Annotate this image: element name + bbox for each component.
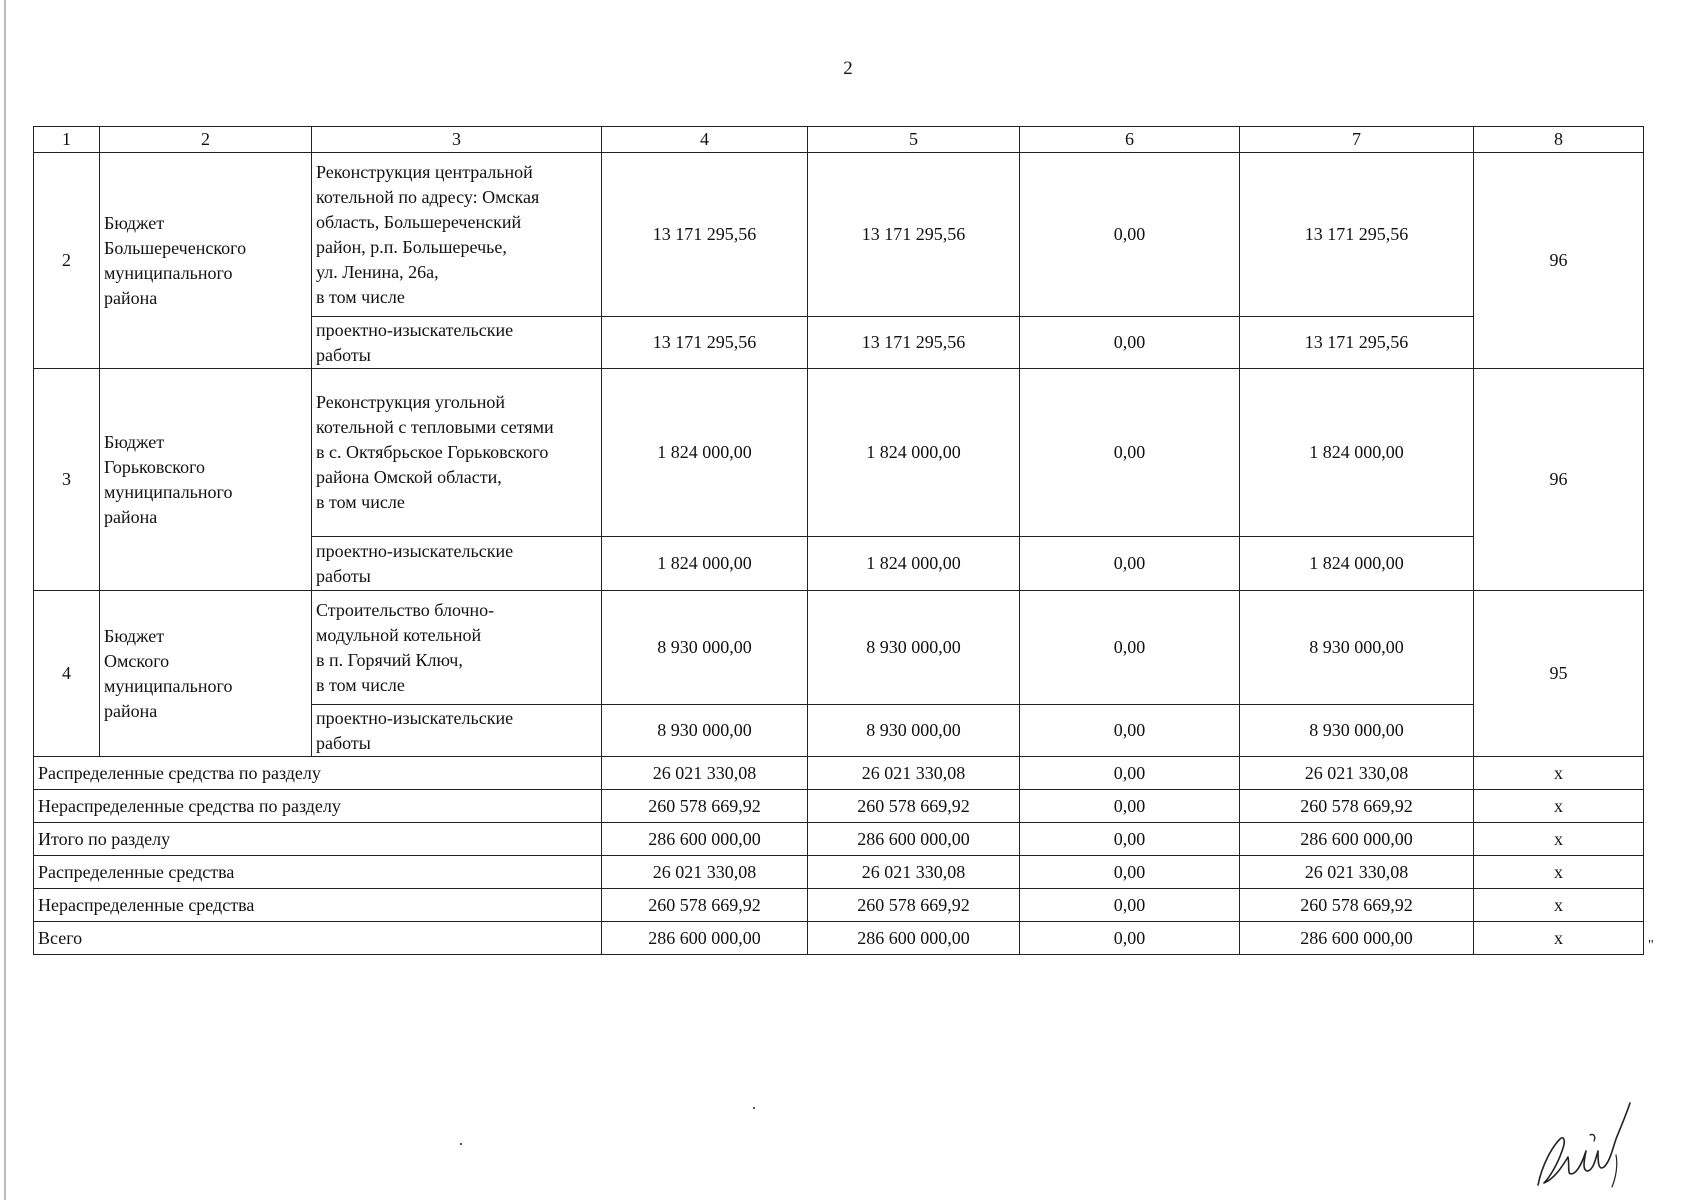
value-cell: 260 578 669,92	[602, 790, 808, 823]
col8-cell: x	[1474, 757, 1644, 790]
table-body	[34, 127, 1644, 955]
value-cell: 26 021 330,08	[1240, 856, 1474, 889]
handwritten-signature	[1530, 1095, 1640, 1195]
value-cell: 8 930 000,00	[1240, 591, 1474, 705]
text-line: в с. Октябрьское Горьковского	[316, 442, 549, 462]
col8-cell: 96	[1474, 369, 1644, 591]
value-cell: 286 600 000,00	[808, 922, 1020, 955]
value-cell: 286 600 000,00	[808, 823, 1020, 856]
closing-quote-mark: "	[1648, 938, 1654, 953]
value-cell: 0,00	[1020, 153, 1240, 317]
text-line: Большереченского	[104, 237, 247, 258]
row-number: 2	[34, 153, 100, 369]
totals-row	[34, 790, 1644, 823]
value-cell: 0,00	[1020, 757, 1240, 790]
row-number: 4	[34, 591, 100, 757]
totals-label: Распределенные средства	[34, 856, 602, 889]
value-cell: 8 930 000,00	[808, 591, 1020, 705]
value-cell: 0,00	[1020, 922, 1240, 955]
value-cell: 13 171 295,56	[602, 153, 808, 317]
value-cell: 1 824 000,00	[1240, 537, 1474, 591]
value-cell: 1 824 000,00	[602, 369, 808, 537]
text-line: района	[104, 506, 158, 527]
value-cell: 8 930 000,00	[1240, 705, 1474, 757]
value-cell: 260 578 669,92	[808, 790, 1020, 823]
text-line: район, р.п. Большеречье,	[316, 236, 507, 257]
value-cell: 260 578 669,92	[808, 889, 1020, 922]
text-line: Бюджет	[104, 212, 165, 233]
table-row	[34, 591, 1644, 705]
text-line: область, Большереченский	[316, 211, 522, 232]
text-line: проектно-изыскательские	[316, 540, 514, 561]
value-cell: 286 600 000,00	[602, 823, 808, 856]
value-cell: 8 930 000,00	[602, 705, 808, 757]
value-cell: 1 824 000,00	[808, 369, 1020, 537]
value-cell: 0,00	[1020, 537, 1240, 591]
text-line: проектно-изыскательские	[316, 707, 514, 728]
value-cell: 0,00	[1020, 790, 1240, 823]
text-line: ул. Ленина, 26а,	[316, 261, 439, 282]
totals-row	[34, 856, 1644, 889]
text-line: в том числе	[316, 492, 405, 512]
object-description	[312, 591, 602, 705]
value-cell: 0,00	[1020, 591, 1240, 705]
value-cell: 8 930 000,00	[602, 591, 808, 705]
text-line: Омского	[104, 650, 170, 671]
text-line: работы	[316, 344, 371, 365]
col8-cell: x	[1474, 922, 1644, 955]
header-cell: 6	[1020, 127, 1240, 153]
value-cell: 26 021 330,08	[1240, 757, 1474, 790]
value-cell: 286 600 000,00	[1240, 823, 1474, 856]
col8-cell: x	[1474, 790, 1644, 823]
totals-label: Нераспределенные средства	[34, 889, 602, 922]
text-line: района Омской области,	[316, 467, 502, 487]
value-cell: 26 021 330,08	[808, 757, 1020, 790]
text-line: проектно-изыскательские	[316, 319, 514, 340]
header-cell: 8	[1474, 127, 1644, 153]
text-line: в том числе	[316, 674, 405, 695]
text-line: Реконструкция угольной	[316, 392, 506, 412]
table-row	[34, 369, 1644, 537]
sub-description	[312, 317, 602, 369]
totals-row	[34, 922, 1644, 955]
col8-cell: x	[1474, 823, 1644, 856]
row-number: 3	[34, 369, 100, 591]
text-line: Строительство блочно-	[316, 599, 495, 620]
budget-name	[100, 591, 312, 757]
value-cell: 0,00	[1020, 705, 1240, 757]
text-line: Бюджет	[104, 431, 165, 452]
value-cell: 260 578 669,92	[1240, 790, 1474, 823]
value-cell: 26 021 330,08	[602, 856, 808, 889]
value-cell: 13 171 295,56	[1240, 153, 1474, 317]
text-line: муниципального	[104, 675, 233, 696]
value-cell: 260 578 669,92	[602, 889, 808, 922]
value-cell: 13 171 295,56	[808, 317, 1020, 369]
totals-label: Итого по разделу	[34, 823, 602, 856]
budget-name	[100, 153, 312, 369]
header-cell: 5	[808, 127, 1020, 153]
totals-label: Всего	[34, 922, 602, 955]
totals-label: Распределенные средства по разделу	[34, 757, 602, 790]
text-line: котельной с тепловыми сетями	[316, 417, 554, 437]
value-cell: 26 021 330,08	[808, 856, 1020, 889]
totals-row	[34, 889, 1644, 922]
budget-name	[100, 369, 312, 591]
totals-label: Нераспределенные средства по разделу	[34, 790, 602, 823]
value-cell: 0,00	[1020, 856, 1240, 889]
value-cell: 286 600 000,00	[1240, 922, 1474, 955]
text-line: муниципального	[104, 262, 233, 283]
text-line: в п. Горячий Ключ,	[316, 649, 463, 670]
value-cell: 1 824 000,00	[1240, 369, 1474, 537]
value-cell: 260 578 669,92	[1240, 889, 1474, 922]
value-cell: 13 171 295,56	[1240, 317, 1474, 369]
text-line: модульной котельной	[316, 624, 482, 645]
value-cell: 0,00	[1020, 369, 1240, 537]
value-cell: 13 171 295,56	[602, 317, 808, 369]
text-line: Горьковского	[104, 456, 206, 477]
text-line: района	[104, 700, 158, 721]
text-line: котельной по адресу: Омская	[316, 186, 540, 207]
sub-description	[312, 705, 602, 757]
col8-cell: x	[1474, 889, 1644, 922]
text-line: Бюджет	[104, 625, 165, 646]
scan-speck	[460, 1143, 462, 1145]
text-line: Реконструкция центральной	[316, 161, 533, 182]
text-line: работы	[316, 565, 371, 586]
budget-table	[33, 126, 1644, 955]
value-cell: 1 824 000,00	[808, 537, 1020, 591]
header-cell: 2	[100, 127, 312, 153]
value-cell: 8 930 000,00	[808, 705, 1020, 757]
value-cell: 13 171 295,56	[808, 153, 1020, 317]
col8-cell: x	[1474, 856, 1644, 889]
value-cell: 286 600 000,00	[602, 922, 808, 955]
scan-speck	[753, 1107, 755, 1109]
page-number: 2	[843, 58, 853, 79]
value-cell: 0,00	[1020, 889, 1240, 922]
text-line: работы	[316, 732, 371, 753]
header-cell: 7	[1240, 127, 1474, 153]
header-row	[34, 127, 1644, 153]
table-row	[34, 153, 1644, 317]
text-line: в том числе	[316, 286, 405, 307]
header-cell: 1	[34, 127, 100, 153]
header-cell: 3	[312, 127, 602, 153]
value-cell: 0,00	[1020, 317, 1240, 369]
header-cell: 4	[602, 127, 808, 153]
sub-description	[312, 537, 602, 591]
value-cell: 26 021 330,08	[602, 757, 808, 790]
col8-cell: 96	[1474, 153, 1644, 369]
totals-row	[34, 757, 1644, 790]
object-description	[312, 369, 602, 537]
object-description	[312, 153, 602, 317]
text-line: муниципального	[104, 481, 233, 502]
totals-row	[34, 823, 1644, 856]
scan-edge-line	[4, 0, 6, 1200]
value-cell: 0,00	[1020, 823, 1240, 856]
col8-cell: 95	[1474, 591, 1644, 757]
value-cell: 1 824 000,00	[602, 537, 808, 591]
text-line: района	[104, 287, 158, 308]
